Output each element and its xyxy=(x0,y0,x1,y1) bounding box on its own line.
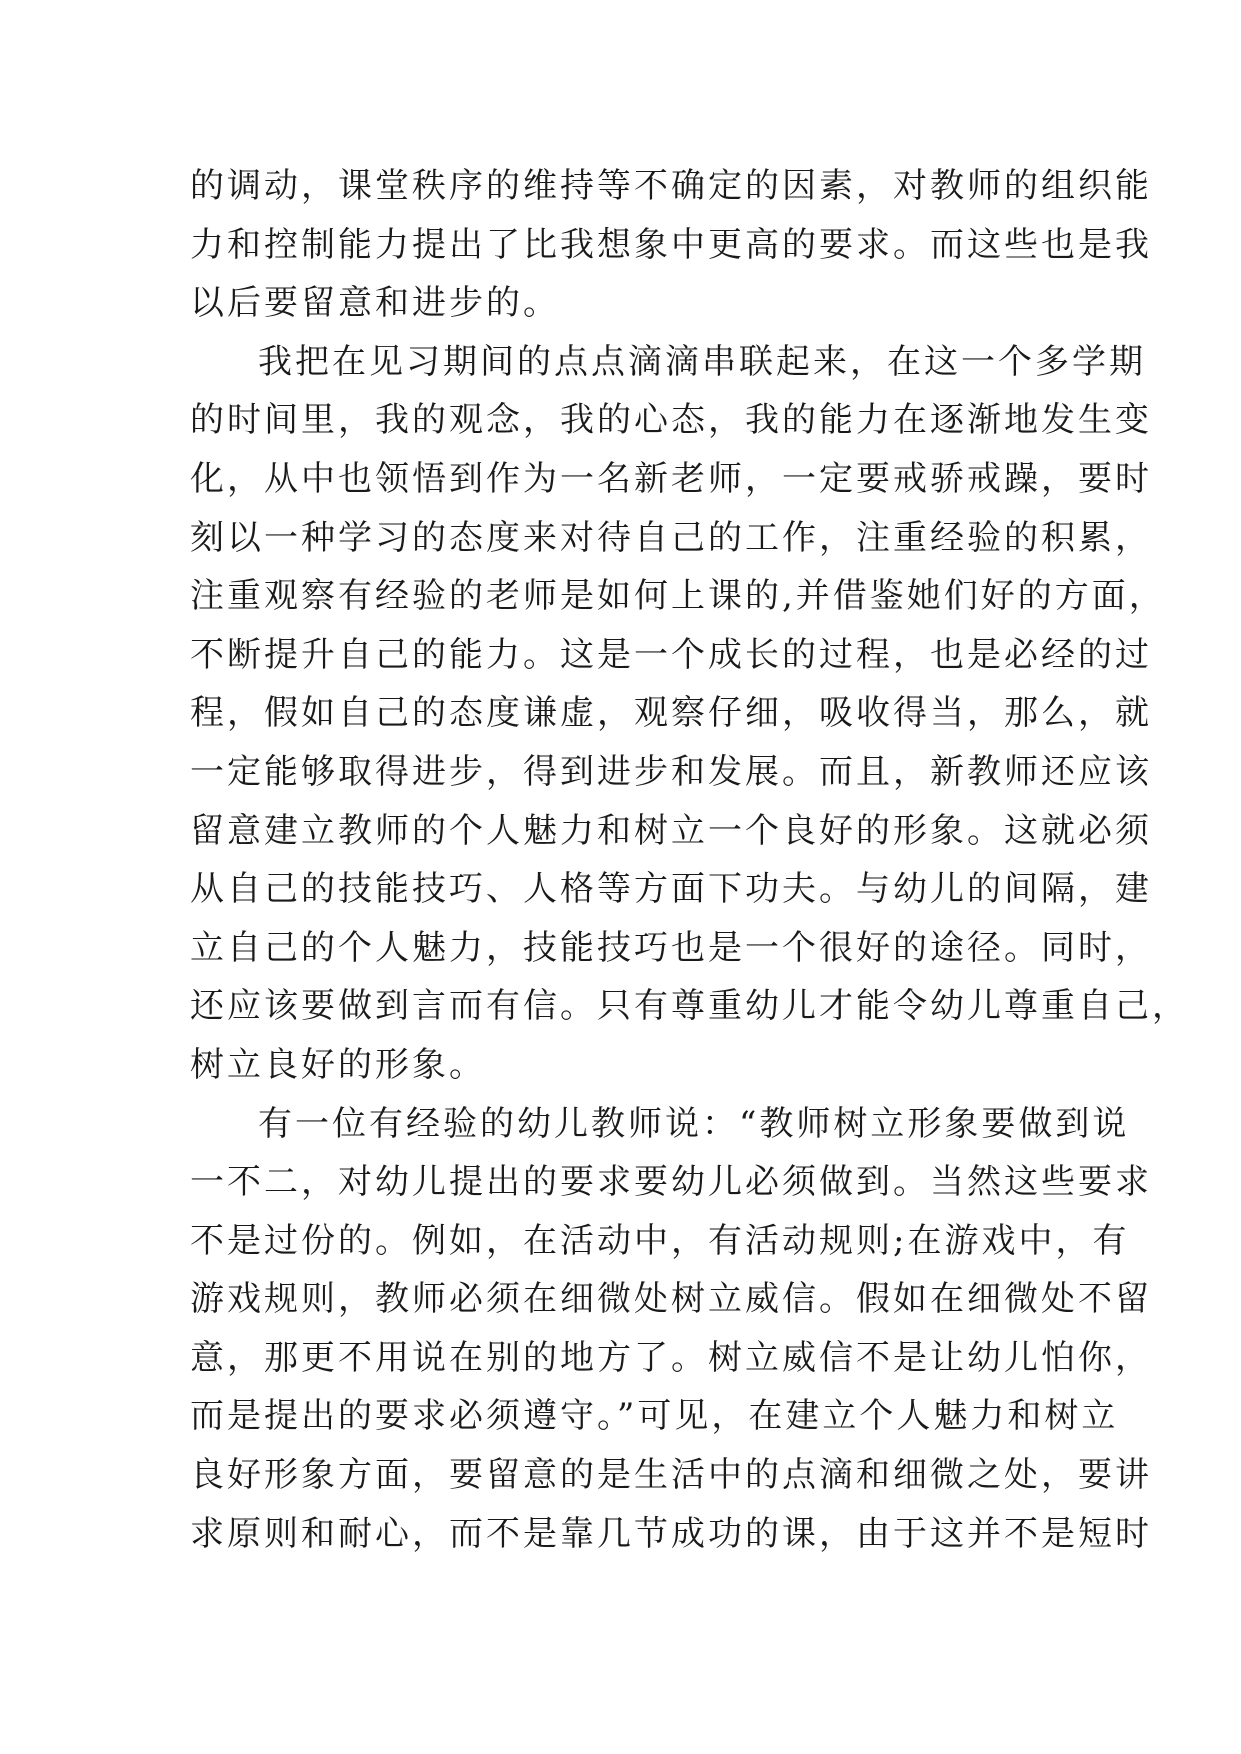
body-text xyxy=(190,157,1189,1563)
text-line: 良好形象方面，要留意的是生活中的点滴和细微之处，要讲 xyxy=(190,1455,1152,1496)
text-line: 的调动，课堂秩序的维持等不确定的因素，对教师的组织能 xyxy=(190,166,1152,206)
text-line: 我把在见习期间的点点滴滴串联起来，在这一个多学期 xyxy=(258,341,1146,382)
text-line: 求原则和耐心，而不是靠几节成功的课，由于这并不是短时 xyxy=(190,1513,1152,1554)
text-line: 游戏规则，教师必须在细微处树立威信。假如在细微处不留 xyxy=(190,1279,1152,1320)
text-line: 意，那更不用说在别的地方了。树立威信不是让幼儿怕你， xyxy=(190,1337,1152,1378)
text-line: 还应该要做到言而有信。只有尊重幼儿才能令幼儿尊重自己， xyxy=(190,986,1189,1027)
text-line: 留意建立教师的个人魅力和树立一个良好的形象。这就必须 xyxy=(190,810,1152,851)
text-line: 化，从中也领悟到作为一名新老师，一定要戒骄戒躁，要时 xyxy=(190,458,1152,499)
text-line: 以后要留意和进步的。 xyxy=(190,283,560,324)
text-line: 一不二，对幼儿提出的要求要幼儿必须做到。当然这些要求 xyxy=(190,1162,1152,1203)
text-line: 程，假如自己的态度谦虚，观察仔细，吸收得当，那么，就 xyxy=(190,693,1152,734)
text-line: 不断提升自己的能力。这是一个成长的过程，也是必经的过 xyxy=(190,634,1152,675)
text-line: 不是过份的。例如，在活动中，有活动规则;在游戏中，有 xyxy=(190,1220,1130,1261)
text-line: 树立良好的形象。 xyxy=(190,1044,486,1085)
text-line: 的时间里，我的观念，我的心态，我的能力在逐渐地发生变 xyxy=(190,400,1152,441)
text-line: 力和控制能力提出了比我想象中更高的要求。而这些也是我 xyxy=(190,224,1152,265)
text-line: 有一位有经验的幼儿教师说：“教师树立形象要做到说 xyxy=(258,1103,1130,1144)
text-line: 从自己的技能技巧、人格等方面下功夫。与幼儿的间隔，建 xyxy=(190,869,1152,910)
text-line: 刻以一种学习的态度来对待自己的工作，注重经验的积累， xyxy=(190,517,1152,558)
text-line: 而是提出的要求必须遵守。”可见，在建立个人魅力和树立 xyxy=(190,1396,1119,1437)
text-line: 注重观察有经验的老师是如何上课的,并借鉴她们好的方面， xyxy=(190,576,1166,617)
text-line: 一定能够取得进步，得到进步和发展。而且，新教师还应该 xyxy=(190,751,1152,792)
text-line: 立自己的个人魅力，技能技巧也是一个很好的途径。同时， xyxy=(190,927,1152,968)
